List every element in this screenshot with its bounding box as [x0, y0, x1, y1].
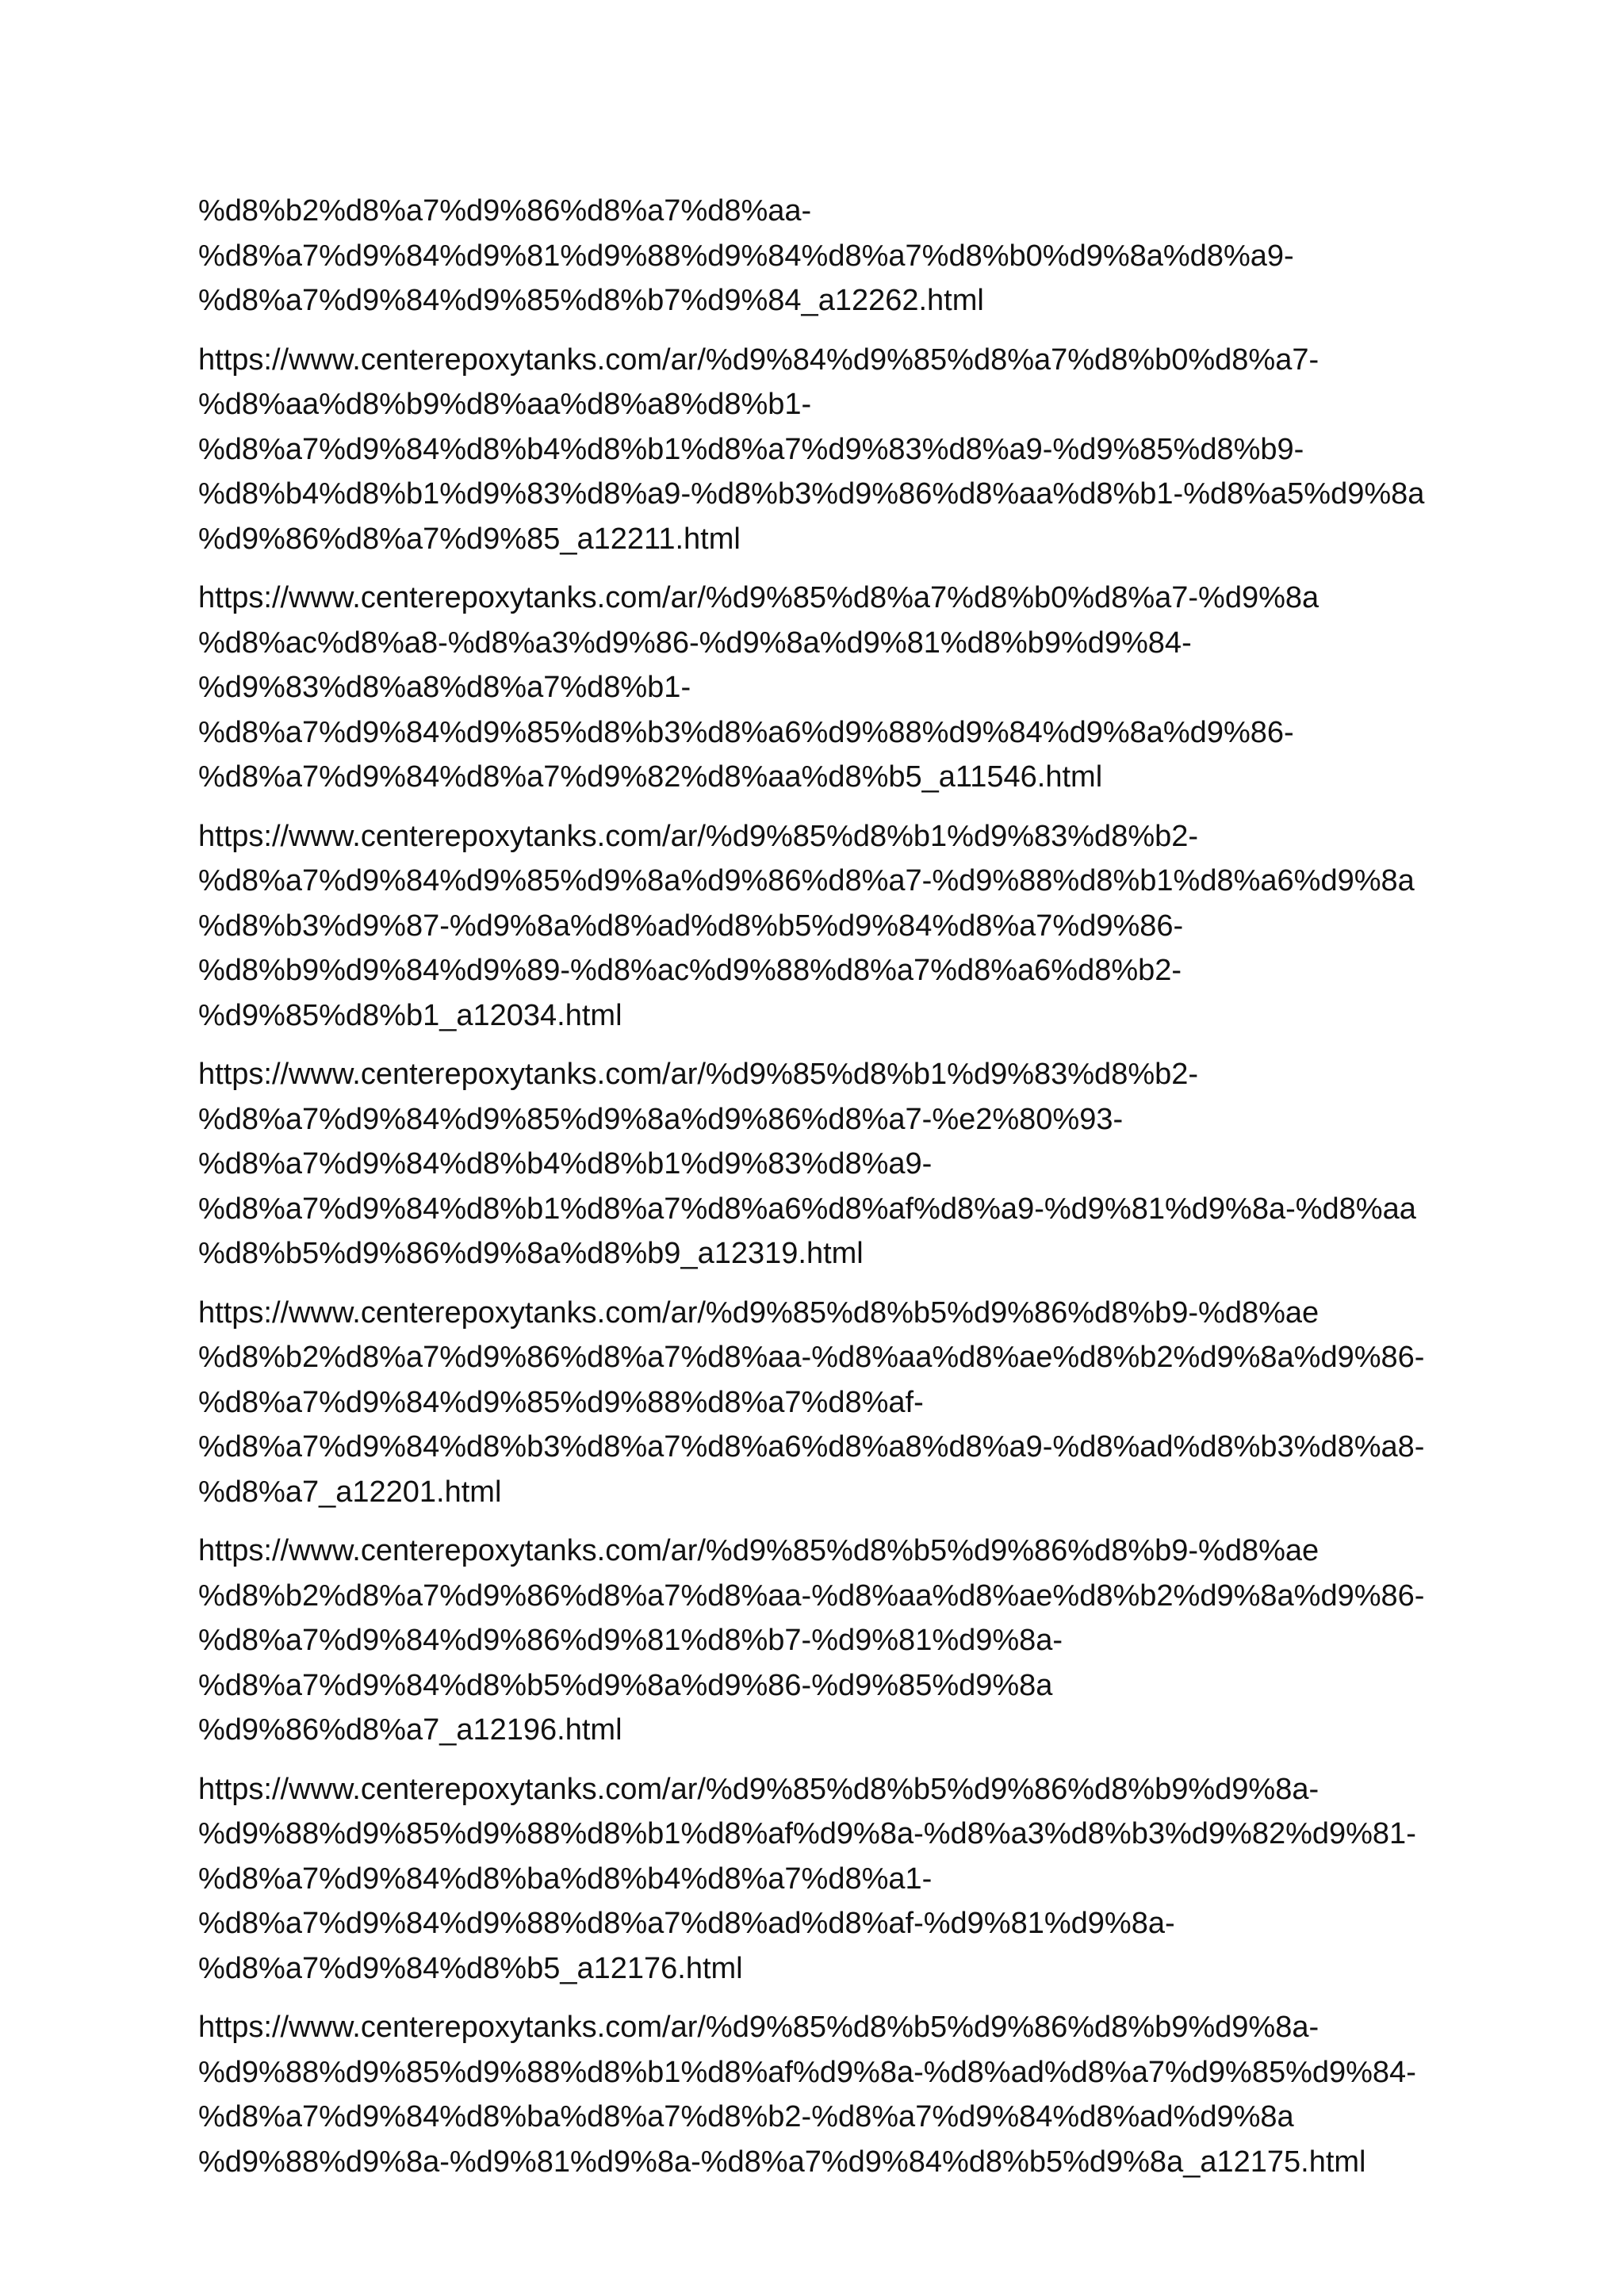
url-line: %d8%a7%d9%84%d9%85%d9%8a%d9%86%d8%a7-%e2%80%93-	[198, 1102, 1124, 1136]
url-line: %d9%88%d9%85%d9%88%d8%b1%d8%af%d9%8a-%d8%ad%d8%a7%d9%85%d9%84-	[198, 2055, 1416, 2089]
url-line: %d9%88%d9%8a-%d9%81%d9%8a-%d8%a7%d9%84%d8%b5%d9%8a_a12175.html	[198, 2145, 1366, 2179]
url-line: %d8%b5%d9%86%d9%8a%d8%b9_a12319.html	[198, 1237, 864, 1270]
url-line: %d8%b2%d8%a7%d9%86%d8%a7%d8%aa-%d8%aa%d8%ae%d8%b2%d9%8a%d9%86-	[198, 1578, 1425, 1613]
url-line: %d8%a7%d9%84%d9%86%d9%81%d8%b7-%d9%81%d9%8a-	[198, 1624, 1063, 1657]
url-line: %d8%a7%d9%84%d8%b5%d9%8a%d9%86-%d9%85%d9%8a	[198, 1668, 1053, 1702]
url-line: %d8%a7%d9%84%d8%a7%d9%82%d8%aa%d8%b5_a11546.html	[198, 760, 1103, 794]
url-line: https://www.centerepoxytanks.com/ar/%d9%85%d8%b5%d9%86%d8%b9-%d8%ae	[198, 1295, 1320, 1330]
url-line: %d8%a7%d9%84%d8%ba%d8%b4%d8%a7%d8%a1-	[198, 1862, 933, 1896]
url-line: https://www.centerepoxytanks.com/ar/%d9%85%d8%b5%d9%86%d8%b9%d9%8a-	[198, 2011, 1320, 2044]
url-line: %d8%a7%d9%84%d8%b3%d8%a7%d8%a6%d8%a8%d8%a9-%d8%ad%d8%b3%d8%a8-	[198, 1430, 1425, 1464]
url-line: https://www.centerepoxytanks.com/ar/%d9%85%d8%b5%d9%86%d8%b9-%d8%ae	[198, 1534, 1320, 1567]
url-entry-6	[198, 1291, 1435, 1515]
url-line: https://www.centerepoxytanks.com/ar/%d9%85%d8%a7%d8%b0%d8%a7-%d9%8a	[198, 581, 1320, 614]
url-line: %d8%a7_a12201.html	[198, 1475, 502, 1509]
url-entry-5	[198, 1052, 1435, 1276]
url-entry-4	[198, 814, 1435, 1039]
url-line: %d8%b4%d8%b1%d9%83%d8%a9-%d8%b3%d9%86%d8%aa%d8%b1-%d8%a5%d9%8a	[198, 477, 1425, 511]
url-entry-7	[198, 1529, 1435, 1753]
document-page	[198, 189, 1435, 2198]
url-line: %d9%85%d8%b1_a12034.html	[198, 998, 622, 1032]
url-line: %d9%86%d8%a7_a12196.html	[198, 1713, 622, 1747]
url-entry-2	[198, 338, 1435, 562]
url-entry-3	[198, 576, 1435, 800]
url-line: %d8%a7%d9%84%d9%88%d8%a7%d8%ad%d8%af-%d9%81%d9%8a-	[198, 1907, 1175, 1940]
url-line: https://www.centerepoxytanks.com/ar/%d9%85%d8%b1%d9%83%d8%b2-	[198, 819, 1199, 853]
url-line: %d9%86%d8%a7%d9%85_a12211.html	[198, 522, 741, 556]
url-line: %d8%b9%d9%84%d9%89-%d8%ac%d9%88%d8%a7%d8%a6%d8%b2-	[198, 954, 1182, 987]
url-line: %d8%a7%d9%84%d8%b4%d8%b1%d8%a7%d9%83%d8%a9-%d9%85%d8%b9-	[198, 432, 1304, 466]
url-line: %d8%b2%d8%a7%d9%86%d8%a7%d8%aa-	[198, 194, 812, 228]
url-line: %d8%a7%d9%84%d9%81%d9%88%d9%84%d8%a7%d8%b0%d9%8a%d8%a9-	[198, 239, 1294, 273]
url-line: %d8%a7%d9%84%d9%85%d8%b3%d8%a6%d9%88%d9%84%d9%8a%d9%86-	[198, 715, 1294, 749]
url-entry-1	[198, 189, 1435, 323]
url-line: %d8%a7%d9%84%d9%85%d9%8a%d9%86%d8%a7-%d9%88%d8%b1%d8%a6%d9%8a	[198, 864, 1415, 897]
url-line: %d8%a7%d9%84%d9%85%d9%88%d8%a7%d8%af-	[198, 1385, 924, 1419]
url-line: %d8%a7%d9%84%d8%b4%d8%b1%d9%83%d8%a9-	[198, 1147, 933, 1181]
url-line: https://www.centerepoxytanks.com/ar/%d9%84%d9%85%d8%a7%d8%b0%d8%a7-	[198, 342, 1320, 377]
url-line: %d8%b2%d8%a7%d9%86%d8%a7%d8%aa-%d8%aa%d8%ae%d8%b2%d9%8a%d9%86-	[198, 1341, 1425, 1374]
url-line: %d8%a7%d9%84%d9%85%d8%b7%d9%84_a12262.html	[198, 284, 984, 317]
url-line: %d9%88%d9%85%d9%88%d8%b1%d8%af%d9%8a-%d8%a3%d8%b3%d9%82%d9%81-	[198, 1817, 1416, 1850]
url-line: %d8%b3%d9%87-%d9%8a%d8%ad%d8%b5%d9%84%d8%a7%d9%86-	[198, 909, 1184, 943]
url-line: %d8%ac%d8%a8-%d8%a3%d9%86-%d9%8a%d9%81%d8%b9%d9%84-	[198, 626, 1192, 660]
url-line: %d9%83%d8%a8%d8%a7%d8%b1-	[198, 671, 691, 704]
url-entry-9	[198, 2005, 1435, 2184]
url-entry-8	[198, 1767, 1435, 1992]
url-line: https://www.centerepoxytanks.com/ar/%d9%85%d8%b1%d9%83%d8%b2-	[198, 1058, 1199, 1091]
url-line: %d8%a7%d9%84%d8%b1%d8%a7%d8%a6%d8%af%d8%a9-%d9%81%d9%8a-%d8%aa	[198, 1192, 1416, 1226]
url-line: https://www.centerepoxytanks.com/ar/%d9%85%d8%b5%d9%86%d8%b9%d9%8a-	[198, 1772, 1320, 1806]
url-line: %d8%aa%d8%b9%d8%aa%d8%a8%d8%b1-	[198, 388, 812, 421]
url-line: %d8%a7%d9%84%d8%b5_a12176.html	[198, 1951, 743, 1985]
url-line: %d8%a7%d9%84%d8%ba%d8%a7%d8%b2-%d8%a7%d9%84%d8%ad%d9%8a	[198, 2100, 1294, 2133]
